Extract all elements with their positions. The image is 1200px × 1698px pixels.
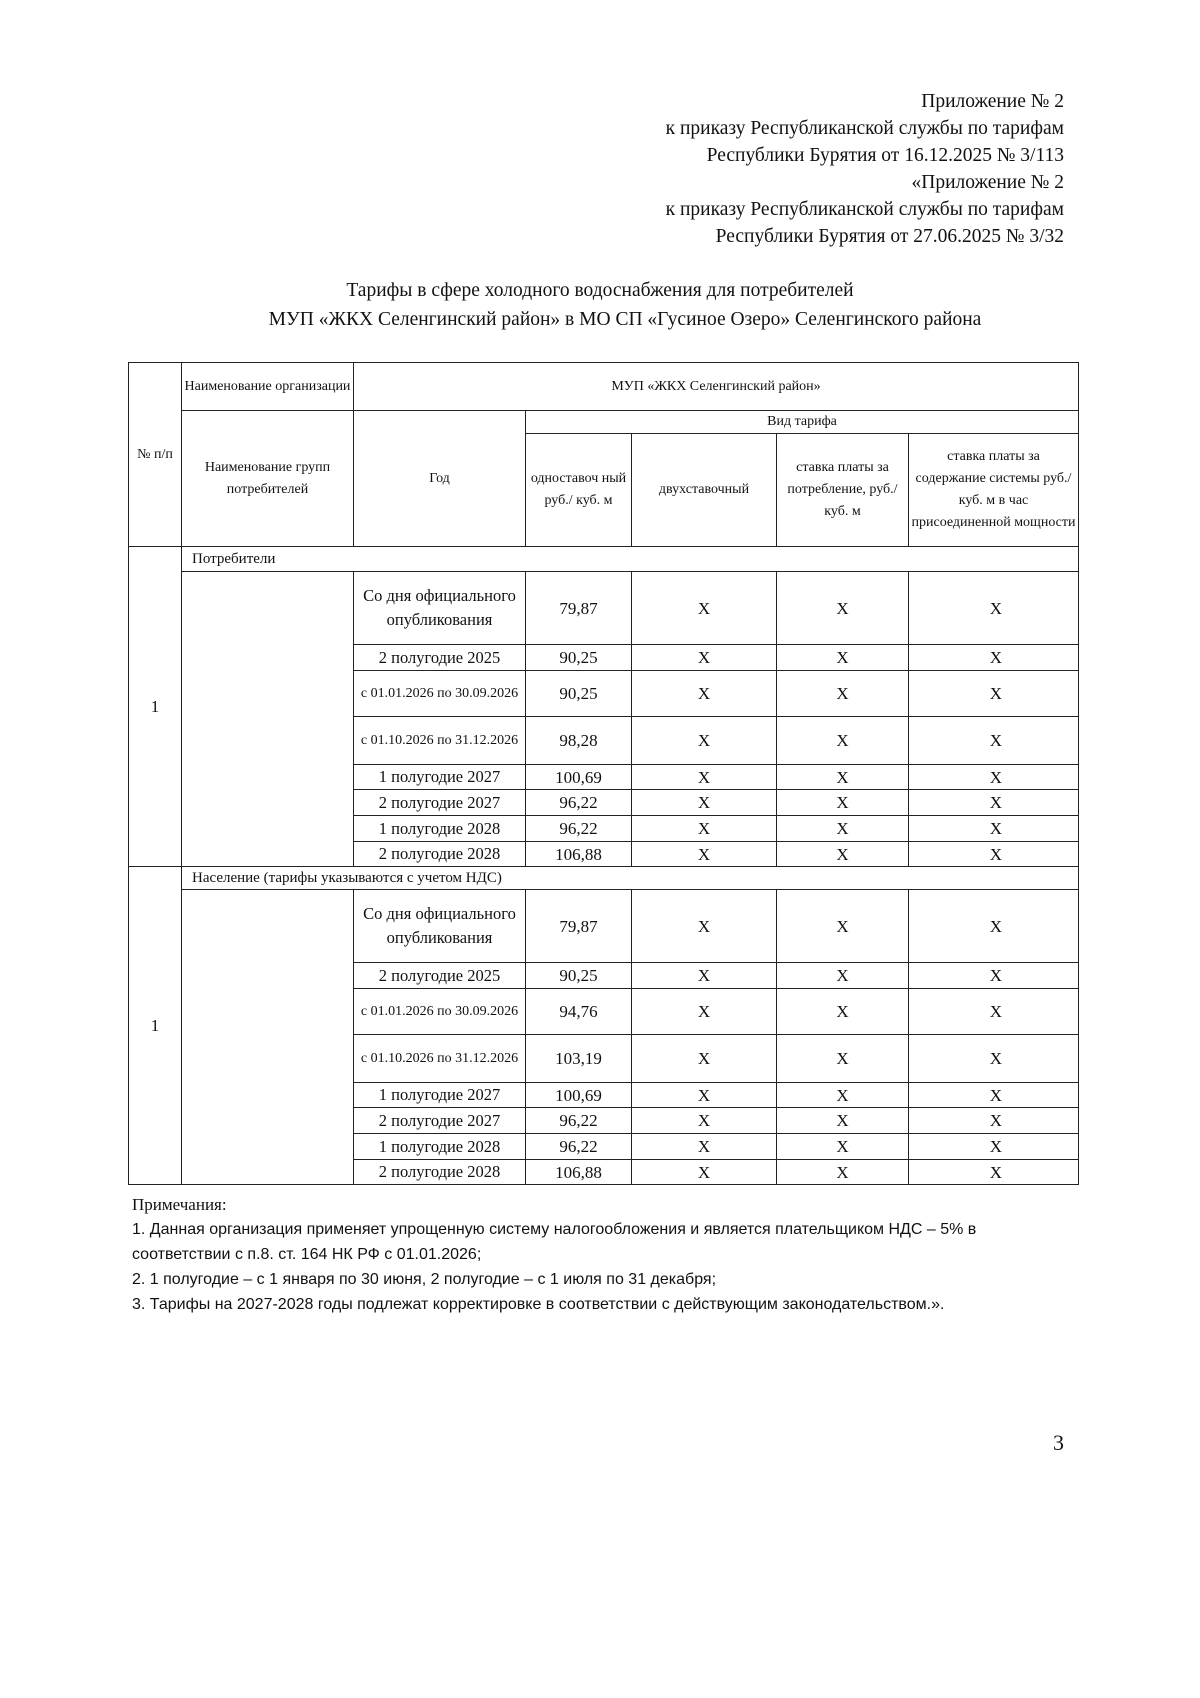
group-cell	[182, 572, 354, 867]
period-cell: Со дня официального опубликования	[354, 572, 526, 645]
consumer-group: Потребители	[182, 547, 1079, 572]
two-rate-cell: X	[632, 1035, 777, 1083]
two-rate-cell: X	[632, 1160, 777, 1185]
period-cell: с 01.10.2026 по 31.12.2026	[354, 1035, 526, 1083]
note-item: 1. Данная организация применяет упрощенную систему налогообложения и является плательщиком НДС – 5% в соответствии с п.8. ст. 164 НК РФ с 01.01.2026;	[132, 1221, 977, 1263]
header-line: к приказу Республиканской службы по тарифам	[665, 199, 1064, 220]
consumption-rate-cell: X	[777, 645, 909, 671]
group-cell	[182, 890, 354, 1185]
two-rate-cell: X	[632, 765, 777, 790]
header-year: Год	[354, 411, 526, 547]
tariff-table	[128, 362, 1079, 1185]
two-rate-cell: X	[632, 790, 777, 816]
consumption-rate-cell: X	[777, 842, 909, 867]
note-item: 3. Тарифы на 2027-2028 годы подлежат корректировке в соответствии с действующим законодательством.».	[132, 1296, 945, 1313]
consumption-rate-cell: X	[777, 1083, 909, 1108]
consumption-rate-cell: X	[777, 790, 909, 816]
single-rate-cell: 90,25	[526, 645, 632, 671]
two-rate-cell: X	[632, 842, 777, 867]
maintenance-rate-cell: X	[909, 1083, 1079, 1108]
single-rate-cell: 94,76	[526, 989, 632, 1035]
row-number: 1	[129, 867, 182, 1185]
period-cell: с 01.01.2026 по 30.09.2026	[354, 989, 526, 1035]
single-rate-cell: 90,25	[526, 671, 632, 717]
two-rate-cell: X	[632, 989, 777, 1035]
single-rate-cell: 98,28	[526, 717, 632, 765]
header-line: Республики Бурятия от 16.12.2025 № 3/113	[706, 145, 1064, 166]
maintenance-rate-cell: X	[909, 717, 1079, 765]
maintenance-rate-cell: X	[909, 572, 1079, 645]
consumption-rate-cell: X	[777, 765, 909, 790]
maintenance-rate-cell: X	[909, 842, 1079, 867]
period-cell: 2 полугодие 2025	[354, 963, 526, 989]
header-two-rate: двухставочный	[632, 434, 777, 547]
appendix-header	[666, 88, 1064, 250]
header-line: к приказу Республиканской службы по тарифам	[665, 118, 1064, 139]
maintenance-rate-cell: X	[909, 890, 1079, 963]
period-cell: 1 полугодие 2028	[354, 816, 526, 842]
maintenance-rate-cell: X	[909, 1134, 1079, 1160]
notes	[132, 1192, 1072, 1317]
two-rate-cell: X	[632, 816, 777, 842]
single-rate-cell: 103,19	[526, 1035, 632, 1083]
consumption-rate-cell: X	[777, 1108, 909, 1134]
consumption-rate-cell: X	[777, 671, 909, 717]
two-rate-cell: X	[632, 1083, 777, 1108]
maintenance-rate-cell: X	[909, 1035, 1079, 1083]
period-cell: с 01.01.2026 по 30.09.2026	[354, 671, 526, 717]
two-rate-cell: X	[632, 1134, 777, 1160]
single-rate-cell: 96,22	[526, 1134, 632, 1160]
maintenance-rate-cell: X	[909, 671, 1079, 717]
maintenance-rate-cell: X	[909, 790, 1079, 816]
consumer-group: Население (тарифы указываются с учетом НДС)	[182, 867, 1079, 890]
two-rate-cell: X	[632, 717, 777, 765]
document-title	[0, 276, 1200, 334]
single-rate-cell: 106,88	[526, 1160, 632, 1185]
single-rate-cell: 96,22	[526, 1108, 632, 1134]
two-rate-cell: X	[632, 963, 777, 989]
two-rate-cell: X	[632, 572, 777, 645]
header-consumption-rate: ставка платы за потребление, руб./ куб. м	[777, 434, 909, 547]
period-cell: Со дня официального опубликования	[354, 890, 526, 963]
maintenance-rate-cell: X	[909, 963, 1079, 989]
period-cell: 1 полугодие 2027	[354, 1083, 526, 1108]
consumption-rate-cell: X	[777, 717, 909, 765]
title-line-1: Тарифы в сфере холодного водоснабжения для потребителей	[346, 280, 854, 301]
single-rate-cell: 96,22	[526, 790, 632, 816]
consumption-rate-cell: X	[777, 963, 909, 989]
row-number: 1	[129, 547, 182, 867]
consumption-rate-cell: X	[777, 989, 909, 1035]
single-rate-cell: 100,69	[526, 765, 632, 790]
maintenance-rate-cell: X	[909, 765, 1079, 790]
consumption-rate-cell: X	[777, 1134, 909, 1160]
two-rate-cell: X	[632, 890, 777, 963]
note-item: 2. 1 полугодие – с 1 января по 30 июня, 2 полугодие – с 1 июля по 31 декабря;	[132, 1271, 717, 1288]
single-rate-cell: 79,87	[526, 890, 632, 963]
header-tariff-type: Вид тарифа	[526, 411, 1079, 434]
header-group: Наименование групп потребителей	[182, 411, 354, 547]
header-line: «Приложение № 2	[911, 172, 1064, 193]
organization-name: МУП «ЖКХ Селенгинский район»	[354, 363, 1079, 411]
two-rate-cell: X	[632, 671, 777, 717]
maintenance-rate-cell: X	[909, 816, 1079, 842]
consumption-rate-cell: X	[777, 1035, 909, 1083]
header-number: № п/п	[129, 363, 182, 547]
single-rate-cell: 90,25	[526, 963, 632, 989]
period-cell: с 01.10.2026 по 31.12.2026	[354, 717, 526, 765]
single-rate-cell: 106,88	[526, 842, 632, 867]
header-maintenance-rate: ставка платы за содержание системы руб./куб. м в час присоединенной мощности	[909, 434, 1079, 547]
single-rate-cell: 96,22	[526, 816, 632, 842]
table-row	[129, 890, 1079, 963]
table-row	[129, 572, 1079, 645]
single-rate-cell: 100,69	[526, 1083, 632, 1108]
period-cell: 2 полугодие 2025	[354, 645, 526, 671]
two-rate-cell: X	[632, 645, 777, 671]
period-cell: 1 полугодие 2028	[354, 1134, 526, 1160]
section-header-row	[129, 867, 1079, 890]
period-cell: 2 полугодие 2028	[354, 1160, 526, 1185]
title-line-2: МУП «ЖКХ Селенгинский район» в МО СП «Гусиное Озеро» Селенгинского района	[268, 309, 982, 330]
header-line: Приложение № 2	[921, 91, 1064, 112]
consumption-rate-cell: X	[777, 890, 909, 963]
page-number: 3	[1053, 1430, 1064, 1455]
header-line: Республики Бурятия от 27.06.2025 № 3/32	[715, 226, 1064, 247]
maintenance-rate-cell: X	[909, 989, 1079, 1035]
header-organization: Наименование организации	[182, 363, 354, 411]
consumption-rate-cell: X	[777, 572, 909, 645]
section-header-row	[129, 547, 1079, 572]
period-cell: 2 полугодие 2027	[354, 1108, 526, 1134]
two-rate-cell: X	[632, 1108, 777, 1134]
maintenance-rate-cell: X	[909, 1160, 1079, 1185]
maintenance-rate-cell: X	[909, 645, 1079, 671]
period-cell: 2 полугодие 2027	[354, 790, 526, 816]
maintenance-rate-cell: X	[909, 1108, 1079, 1134]
single-rate-cell: 79,87	[526, 572, 632, 645]
period-cell: 2 полугодие 2028	[354, 842, 526, 867]
notes-title: Примечания:	[132, 1195, 227, 1214]
consumption-rate-cell: X	[777, 816, 909, 842]
header-single-rate: одноставоч ный руб./ куб. м	[526, 434, 632, 547]
period-cell: 1 полугодие 2027	[354, 765, 526, 790]
consumption-rate-cell: X	[777, 1160, 909, 1185]
